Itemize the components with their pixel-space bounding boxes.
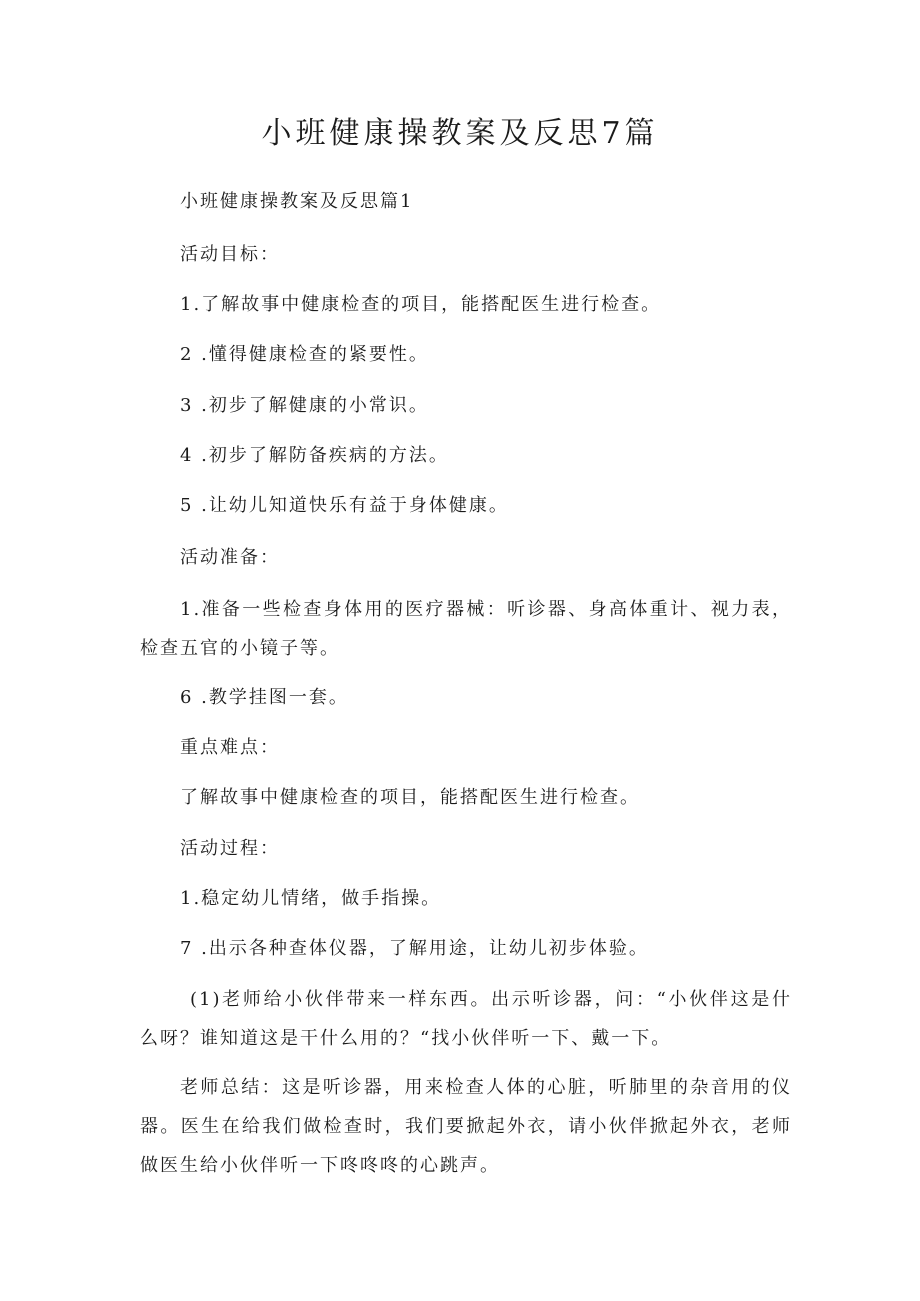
key-points-heading: 重点难点： xyxy=(180,737,280,758)
objective-item: 4 .初步了解防备疾病的方法。 xyxy=(180,445,449,466)
process-item: 7 .出示各种查体仪器，了解用途，让幼儿初步体验。 xyxy=(180,938,649,959)
objective-item: 5 .让幼儿知道快乐有益于身体健康。 xyxy=(180,495,509,516)
document-title: 小班健康操教案及反思7篇 xyxy=(261,116,659,151)
preparation-heading: 活动准备： xyxy=(180,547,280,568)
objective-item: 1.了解故事中健康检查的项目，能搭配医生进行检查。 xyxy=(180,294,662,315)
process-item: (1)老师给小伙伴带来一样东西。出示听诊器，问：“小伙伴这是什么呀？谁知道这是干什么用的？“找小伙伴听一下、戴一下。 xyxy=(140,989,792,1049)
process-item: 老师总结：这是听诊器，用来检查人体的心脏，听肺里的杂音用的仪器。医生在给我们做检查时，我们要掀起外衣，请小伙伴掀起外衣，老师做医生给小伙伴听一下咚咚咚的心跳声。 xyxy=(140,1077,792,1176)
objective-item: 3 .初步了解健康的小常识。 xyxy=(180,395,429,416)
key-points-text: 了解故事中健康检查的项目，能搭配医生进行检查。 xyxy=(180,787,640,808)
process-item: 1.稳定幼儿情绪，做手指操。 xyxy=(180,888,442,909)
objectives-heading: 活动目标： xyxy=(180,244,280,265)
process-heading: 活动过程： xyxy=(180,838,280,859)
preparation-item: 1.准备一些检查身体用的医疗器械：听诊器、身高体重计、视力表，检查五官的小镜子等。 xyxy=(140,599,792,659)
preparation-item: 6 .教学挂图一套。 xyxy=(180,687,349,708)
section-heading: 小班健康操教案及反思篇1 xyxy=(180,191,414,212)
objective-item: 2 .懂得健康检查的紧要性。 xyxy=(180,344,429,365)
